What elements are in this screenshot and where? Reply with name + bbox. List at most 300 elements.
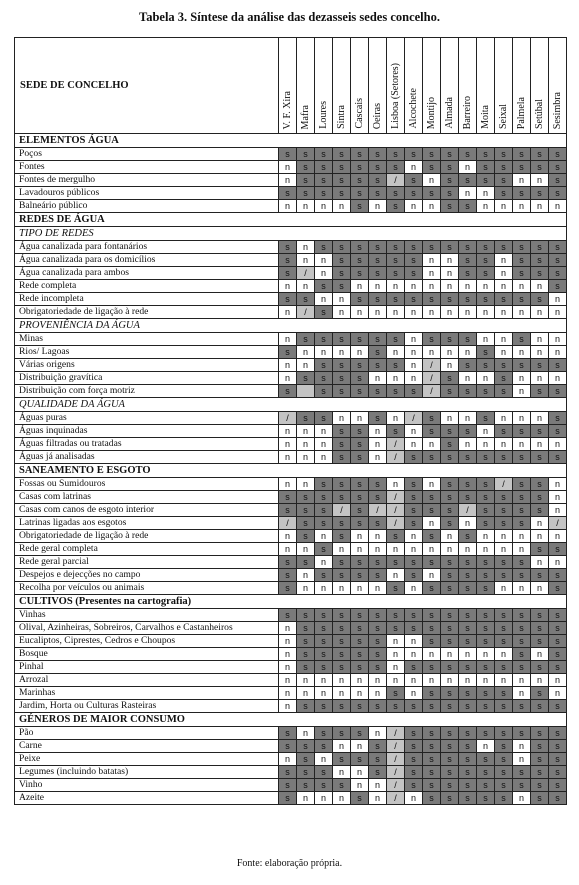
value-cell: s [477,569,495,582]
value-cell: n [387,661,405,674]
value-cell: n [369,582,387,595]
row-label: Águas puras [15,412,279,425]
value-cell: n [495,306,513,319]
row-label: Legumes (incluindo batatas) [15,766,279,779]
value-cell: s [495,385,513,398]
value-cell: s [369,700,387,713]
value-cell: s [477,766,495,779]
value-cell: s [297,517,315,530]
value-cell: s [423,148,441,161]
value-cell: n [549,478,567,491]
value-cell: s [369,569,387,582]
value-cell: s [477,161,495,174]
section-header-row [15,134,567,148]
row-label: Fossas ou Sumidouros [15,478,279,491]
value-cell: n [405,280,423,293]
value-cell: s [441,504,459,517]
value-cell: s [477,359,495,372]
value-cell: s [459,148,477,161]
value-cell: n [405,648,423,661]
value-cell: n [477,674,495,687]
value-cell: n [405,792,423,805]
value-cell: s [315,727,333,740]
value-cell: n [297,569,315,582]
table-row [15,674,567,687]
value-cell: n [315,438,333,451]
value-cell: s [423,687,441,700]
value-cell: s [549,792,567,805]
value-cell: n [351,582,369,595]
row-label-header: SEDE DE CONCELHO [15,38,279,134]
value-cell: s [369,267,387,280]
value-cell: s [459,491,477,504]
row-label: Rios/ Lagoas [15,346,279,359]
value-cell: n [387,280,405,293]
table-row [15,779,567,792]
value-cell: n [513,174,531,187]
value-cell: s [279,346,297,359]
value-cell: s [441,609,459,622]
value-cell: s [477,727,495,740]
row-label: Azeite [15,792,279,805]
value-cell: s [477,635,495,648]
value-cell: s [513,254,531,267]
row-label: Balneário público [15,200,279,213]
value-cell: s [387,582,405,595]
value-cell: n [531,412,549,425]
value-cell: s [531,148,549,161]
column-header: V. F. Xira [279,38,297,134]
value-cell: s [297,635,315,648]
value-cell: n [513,792,531,805]
value-cell: n [333,306,351,319]
value-cell: s [369,241,387,254]
value-cell: s [423,740,441,753]
value-cell: s [549,161,567,174]
value-cell: s [531,687,549,700]
value-cell: s [459,569,477,582]
value-cell: n [495,543,513,556]
value-cell: s [315,569,333,582]
value-cell: n [351,687,369,700]
value-cell: n [405,346,423,359]
value-cell: s [477,609,495,622]
value-cell: s [495,687,513,700]
value-cell: s [441,766,459,779]
row-label: Água canalizada para ambos [15,267,279,280]
value-cell: s [531,478,549,491]
table-row [15,254,567,267]
value-cell: s [459,174,477,187]
value-cell: s [369,385,387,398]
value-cell: n [405,582,423,595]
table-row [15,766,567,779]
value-cell: s [513,425,531,438]
value-cell: s [513,700,531,713]
value-cell: n [423,346,441,359]
value-cell: n [441,267,459,280]
value-cell: / [387,491,405,504]
table-row [15,648,567,661]
value-cell: s [531,491,549,504]
value-cell: s [387,161,405,174]
value-cell: n [387,372,405,385]
value-cell: s [405,451,423,464]
value-cell: n [441,346,459,359]
value-cell: / [423,359,441,372]
value-cell: n [549,556,567,569]
column-header: Montijo [423,38,441,134]
value-cell: n [459,438,477,451]
value-cell: s [495,609,513,622]
column-header: Sesimbra [549,38,567,134]
value-cell: s [279,267,297,280]
value-cell: s [495,148,513,161]
value-cell: n [441,543,459,556]
value-cell: s [549,727,567,740]
value-cell: s [333,280,351,293]
value-cell: / [387,504,405,517]
value-cell: n [297,674,315,687]
row-label: Bosque [15,648,279,661]
value-cell: n [549,306,567,319]
value-cell: n [297,792,315,805]
row-label: Águas inquinadas [15,425,279,438]
value-cell: s [549,174,567,187]
value-cell: s [459,622,477,635]
value-cell: s [513,293,531,306]
value-cell: s [423,779,441,792]
value-cell: n [279,622,297,635]
value-cell: s [351,267,369,280]
value-cell: s [459,200,477,213]
value-cell: s [423,530,441,543]
value-cell: n [369,727,387,740]
value-cell: s [405,727,423,740]
value-cell: s [477,504,495,517]
value-cell: s [333,609,351,622]
value-cell: s [477,148,495,161]
value-cell: s [369,359,387,372]
table-row [15,346,567,359]
value-cell: s [477,254,495,267]
value-cell: s [441,779,459,792]
value-cell: n [531,438,549,451]
value-cell: s [549,254,567,267]
value-cell: n [549,504,567,517]
value-cell: n [387,412,405,425]
value-cell: s [513,727,531,740]
value-cell: n [477,187,495,200]
value-cell: s [477,517,495,530]
value-cell: s [477,478,495,491]
value-cell: n [441,254,459,267]
value-cell: s [549,280,567,293]
value-cell: s [477,491,495,504]
value-cell: n [333,792,351,805]
value-cell: s [495,740,513,753]
table-row [15,609,567,622]
column-header: Loures [315,38,333,134]
value-cell: n [333,582,351,595]
value-cell: / [387,174,405,187]
table-row [15,478,567,491]
value-cell: s [441,200,459,213]
value-cell: s [549,700,567,713]
value-cell: n [549,674,567,687]
value-cell: n [387,478,405,491]
value-cell: n [477,306,495,319]
value-cell: n [369,451,387,464]
value-cell: n [297,346,315,359]
table-row [15,438,567,451]
value-cell: s [279,556,297,569]
table-row [15,740,567,753]
value-cell: n [279,372,297,385]
value-cell: n [297,425,315,438]
row-label: Obrigatoriedade de ligação à rede [15,530,279,543]
value-cell: n [405,306,423,319]
value-cell: n [369,425,387,438]
value-cell: n [297,438,315,451]
table-row [15,491,567,504]
value-cell: s [387,187,405,200]
value-cell: s [459,530,477,543]
value-cell: n [531,280,549,293]
value-cell: s [531,700,549,713]
subsection-title: PROVENIÊNCIA DA ÁGUA [15,319,567,333]
value-cell: s [513,187,531,200]
section-header-row [15,595,567,609]
value-cell: s [423,792,441,805]
value-cell: n [459,674,477,687]
value-cell: n [369,687,387,700]
value-cell: s [333,727,351,740]
value-cell: s [333,530,351,543]
value-cell: s [369,478,387,491]
value-cell: n [315,674,333,687]
value-cell: n [459,346,477,359]
value-cell: s [297,412,315,425]
value-cell: s [531,543,549,556]
value-cell: s [297,293,315,306]
value-cell: n [315,254,333,267]
value-cell: s [333,661,351,674]
value-cell: n [441,280,459,293]
value-cell: s [423,491,441,504]
value-cell: s [333,648,351,661]
row-label: Rede geral completa [15,543,279,556]
source-note: Fonte: elaboração própria. [236,858,343,869]
row-label: Lavadouros públicos [15,187,279,200]
row-label: Recolha por veículos ou animais [15,582,279,595]
value-cell: n [531,200,549,213]
value-cell: s [441,569,459,582]
value-cell: s [333,779,351,792]
value-cell: n [477,648,495,661]
value-cell: s [549,425,567,438]
value-cell: n [423,254,441,267]
value-cell: n [387,543,405,556]
value-cell: s [513,766,531,779]
value-cell: n [477,438,495,451]
value-cell: n [513,306,531,319]
value-cell: s [549,451,567,464]
value-cell: n [459,280,477,293]
value-cell: n [351,779,369,792]
row-label: Casas com canos de esgoto interior [15,504,279,517]
value-cell: s [531,241,549,254]
value-cell: n [315,792,333,805]
value-cell: s [315,766,333,779]
value-cell: n [351,766,369,779]
value-cell: n [549,491,567,504]
table-row [15,306,567,319]
value-cell: n [477,200,495,213]
value-cell: n [477,543,495,556]
value-cell: n [279,543,297,556]
value-cell: n [297,254,315,267]
value-cell: n [495,254,513,267]
value-cell: s [315,504,333,517]
value-cell: s [495,451,513,464]
value-cell: s [297,609,315,622]
value-cell: s [315,385,333,398]
value-cell: s [513,359,531,372]
value-cell: s [369,491,387,504]
value-cell: s [441,333,459,346]
row-label: Água canalizada para os domicílios [15,254,279,267]
value-cell: s [279,766,297,779]
value-cell: s [477,661,495,674]
column-header: Sintra [333,38,351,134]
value-cell: s [441,174,459,187]
value-cell: s [333,333,351,346]
value-cell: s [477,385,495,398]
value-cell: s [369,622,387,635]
value-cell: n [279,280,297,293]
value-cell: n [297,200,315,213]
value-cell: s [315,161,333,174]
value-cell: s [531,425,549,438]
value-cell: s [459,267,477,280]
row-label: Carne [15,740,279,753]
value-cell: n [315,687,333,700]
value-cell: s [369,753,387,766]
value-cell: n [423,478,441,491]
value-cell: s [423,161,441,174]
value-cell: s [315,661,333,674]
value-cell: s [423,661,441,674]
value-cell: / [387,517,405,530]
value-cell: s [369,187,387,200]
value-cell: s [333,425,351,438]
value-cell: s [387,293,405,306]
value-cell: s [441,438,459,451]
value-cell: s [333,161,351,174]
value-cell: n [369,280,387,293]
value-cell: n [297,359,315,372]
value-cell: n [279,687,297,700]
value-cell: s [279,569,297,582]
value-cell: s [459,425,477,438]
row-label: Rede incompleta [15,293,279,306]
value-cell: s [531,504,549,517]
row-label: Vinhas [15,609,279,622]
value-cell: n [513,740,531,753]
value-cell: s [513,648,531,661]
value-cell: s [333,385,351,398]
value-cell: s [351,491,369,504]
value-cell: n [513,543,531,556]
value-cell: n [369,779,387,792]
value-cell: s [495,556,513,569]
value-cell: s [351,622,369,635]
value-cell: n [315,346,333,359]
value-cell: s [441,293,459,306]
value-cell: s [513,661,531,674]
value-cell: s [423,333,441,346]
value-cell: s [531,622,549,635]
value-cell: n [405,372,423,385]
value-cell: s [531,609,549,622]
value-cell: s [297,504,315,517]
value-cell: n [495,582,513,595]
table-row [15,582,567,595]
value-cell: s [477,174,495,187]
value-cell: s [333,491,351,504]
value-cell: s [423,582,441,595]
value-cell: n [477,280,495,293]
value-cell: s [351,792,369,805]
value-cell: n [333,674,351,687]
table-row [15,359,567,372]
value-cell: s [513,148,531,161]
row-label: Despejos e dejecções no campo [15,569,279,582]
subsection-header-row [15,319,567,333]
value-cell: s [387,254,405,267]
value-cell: n [369,530,387,543]
value-cell: s [405,148,423,161]
value-cell: n [495,267,513,280]
table-row [15,385,567,398]
value-cell: s [387,700,405,713]
value-cell: n [459,306,477,319]
value-cell: s [459,687,477,700]
value-cell: s [549,740,567,753]
value-cell: s [477,451,495,464]
value-cell: n [351,306,369,319]
value-cell: s [441,753,459,766]
value-cell: s [333,569,351,582]
value-cell: s [369,412,387,425]
table-row [15,700,567,713]
value-cell: s [513,241,531,254]
value-cell: s [477,753,495,766]
value-cell: s [297,661,315,674]
value-cell: s [459,740,477,753]
table-row [15,280,567,293]
value-cell: s [333,187,351,200]
value-cell: s [549,543,567,556]
value-cell: s [405,478,423,491]
value-cell: s [351,648,369,661]
value-cell: / [387,766,405,779]
value-cell: s [513,267,531,280]
row-label: Olival, Azinheiras, Sobreiros, Carvalhos e Castanheiros [15,622,279,635]
value-cell: s [351,333,369,346]
value-cell: n [549,372,567,385]
